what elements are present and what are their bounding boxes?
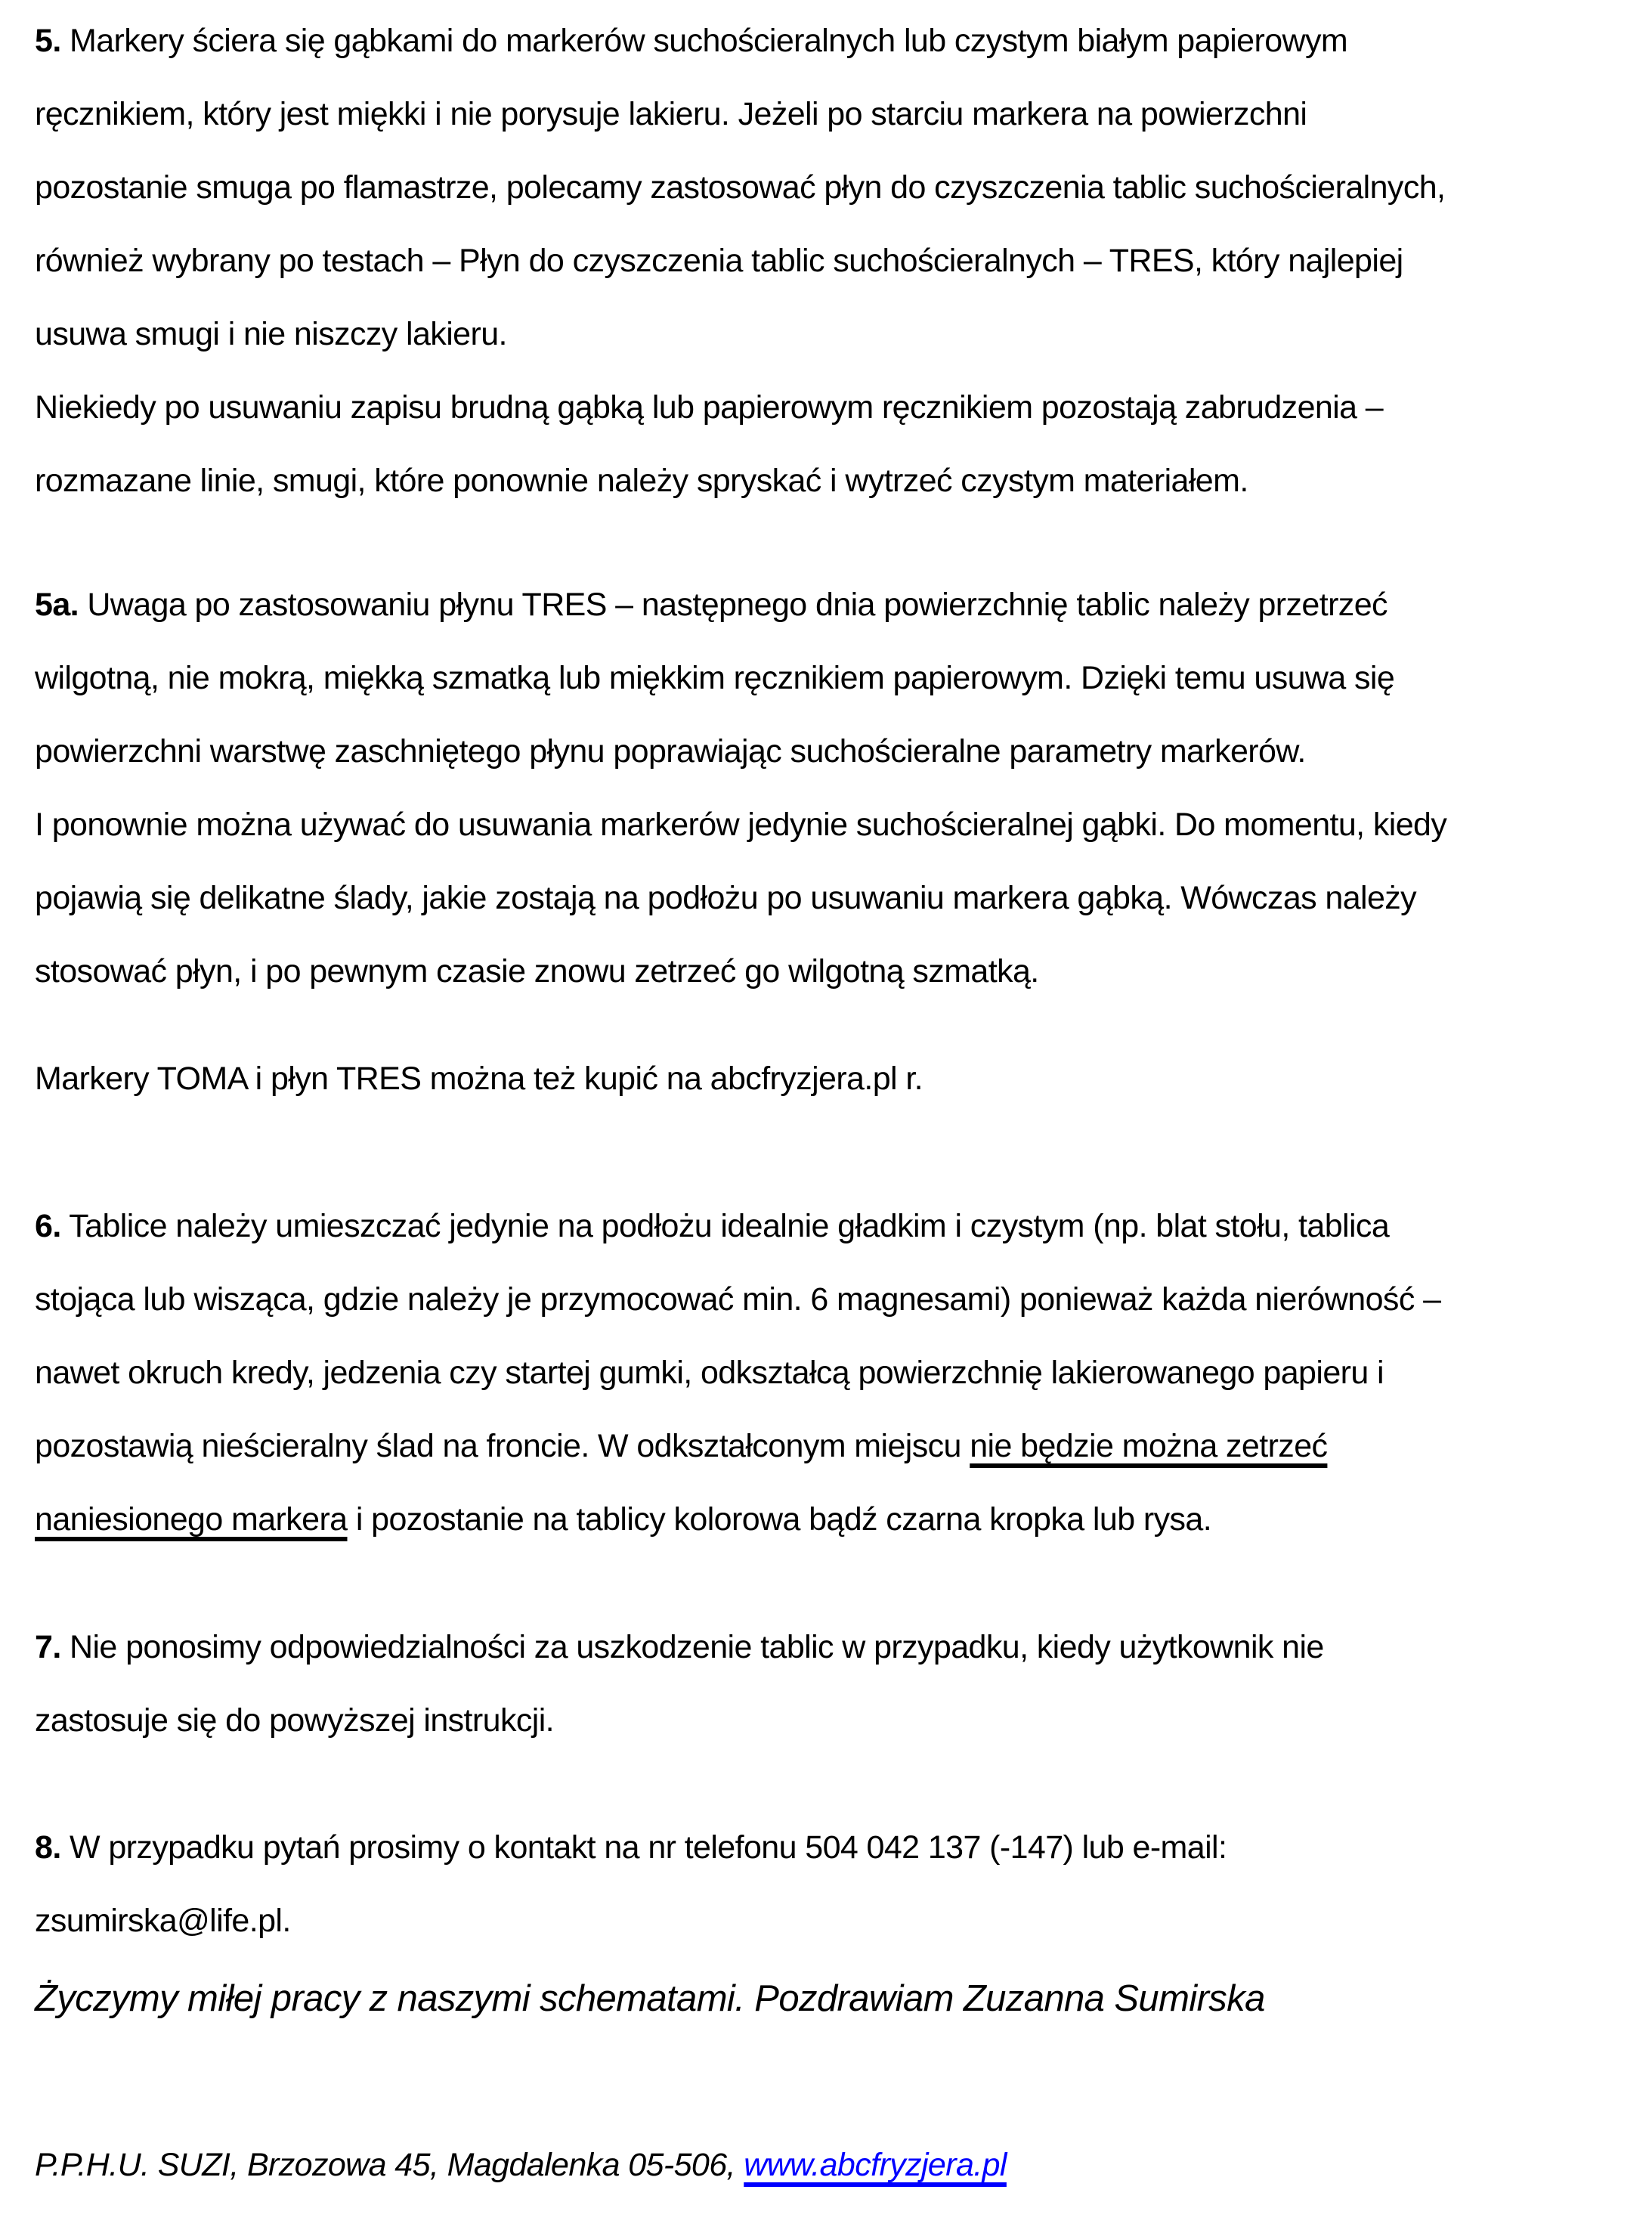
text-line: Markery TOMA i płyn TRES można też kupić na abcfryzjera.pl r.: [35, 1061, 923, 1097]
text-line: [35, 1190, 1622, 1263]
footer-line: [35, 2129, 1622, 2202]
text-line: [35, 568, 1622, 642]
text-line: Niekiedy po usuwaniu zapisu brudną gąbką lub papierowym ręcznikiem pozostają zabrudzenia –: [35, 389, 1384, 426]
paragraph-7: [35, 1611, 1622, 1758]
text-line: rozmazane linie, smugi, które ponownie należy spryskać i wytrzeć czystym materiałem.: [35, 463, 1248, 499]
item-number: 8.: [35, 1829, 61, 1866]
text-run: Uwaga po zastosowaniu płynu TRES – następnego dnia powierzchnię tablic należy przetrzeć: [78, 587, 1387, 623]
text-line: [35, 1410, 1622, 1483]
text-run: i pozostanie na tablicy kolorowa bądź czarna kropka lub rysa.: [347, 1501, 1212, 1538]
footer-address-text: P.P.H.U. SUZI, Brzozowa 45, Magdalenka 05-506,: [35, 2147, 744, 2183]
text-line: zastosuje się do powyższej instrukcji.: [35, 1702, 554, 1739]
text-run: Tablice należy umieszczać jedynie na podłożu idealnie gładkim i czystym (np. blat stołu, tablica: [60, 1208, 1390, 1244]
text-line: pozostanie smuga po flamastrze, polecamy zastosować płyn do czyszczenia tablic suchościeralnych,: [35, 169, 1446, 206]
text-line: nawet okruch kredy, jedzenia czy startej gumki, odkształcą powierzchnię lakierowanego papieru i: [35, 1355, 1384, 1391]
abcfryzjera-link[interactable]: www.abcfryzjera.pl: [744, 2147, 1007, 2183]
text-line: [35, 1611, 1622, 1684]
text-line: I ponownie można używać do usuwania markerów jedynie suchościeralnej gąbki. Do momentu, kiedy: [35, 807, 1447, 843]
text-line: [35, 5, 1622, 78]
paragraph-6: [35, 1190, 1622, 1556]
text-line: stosować płyn, i po pewnym czasie znowu zetrzeć go wilgotną szmatką.: [35, 953, 1039, 989]
paragraph-8: [35, 1811, 1622, 1958]
text-line: usuwa smugi i nie niszczy lakieru.: [35, 316, 507, 352]
text-line: pojawią się delikatne ślady, jakie zostają na podłożu po usuwaniu markera gąbką. Wówczas należy: [35, 880, 1417, 916]
text-run: W przypadku pytań prosimy o kontakt na nr telefonu 504 042 137 (-147) lub e-mail:: [60, 1829, 1227, 1866]
footer-block: [35, 2129, 1622, 2202]
paragraph-5: [35, 5, 1622, 518]
underlined-text: nie będzie można zetrzeć: [970, 1428, 1328, 1464]
text-line: powierzchni warstwę zaschniętego płynu poprawiając suchościeralne parametry markerów.: [35, 733, 1306, 770]
text-line: [35, 1811, 1622, 1884]
text-line: wilgotną, nie mokrą, miękką szmatką lub miękkim ręcznikiem papierowym. Dzięki temu usuwa się: [35, 660, 1395, 696]
item-number: 5.: [35, 23, 61, 59]
text-line: zsumirska@life.pl.: [35, 1903, 291, 1939]
item-number: 7.: [35, 1629, 61, 1665]
underlined-text: naniesionego markera: [35, 1501, 348, 1538]
signature-line: Życzymy miłej pracy z naszymi schematami. Pozdrawiam Zuzanna Sumirska: [35, 1978, 1265, 2019]
signature-block: [35, 1962, 1622, 2036]
paragraph-5a: [35, 568, 1622, 1008]
text-run: Markery ściera się gąbkami do markerów suchościeralnych lub czystym białym papierowym: [60, 23, 1348, 59]
text-run: pozostawią nieścieralny ślad na froncie. W odkształconym miejscu: [35, 1428, 970, 1464]
text-run: Nie ponosimy odpowiedzialności za uszkodzenie tablic w przypadku, kiedy użytkownik nie: [60, 1629, 1324, 1665]
text-line: ręcznikiem, który jest miękki i nie porysuje lakieru. Jeżeli po starciu markera na powierzchni: [35, 96, 1307, 132]
text-line: stojąca lub wisząca, gdzie należy je przymocować min. 6 magnesami) ponieważ każda nierówność –: [35, 1281, 1441, 1318]
paragraph-toma-note: [35, 1042, 1622, 1116]
item-number: 6.: [35, 1208, 61, 1244]
text-line: [35, 1483, 1622, 1556]
item-number: 5a.: [35, 587, 79, 623]
text-line: również wybrany po testach – Płyn do czyszczenia tablic suchościeralnych – TRES, który najlepiej: [35, 243, 1403, 279]
